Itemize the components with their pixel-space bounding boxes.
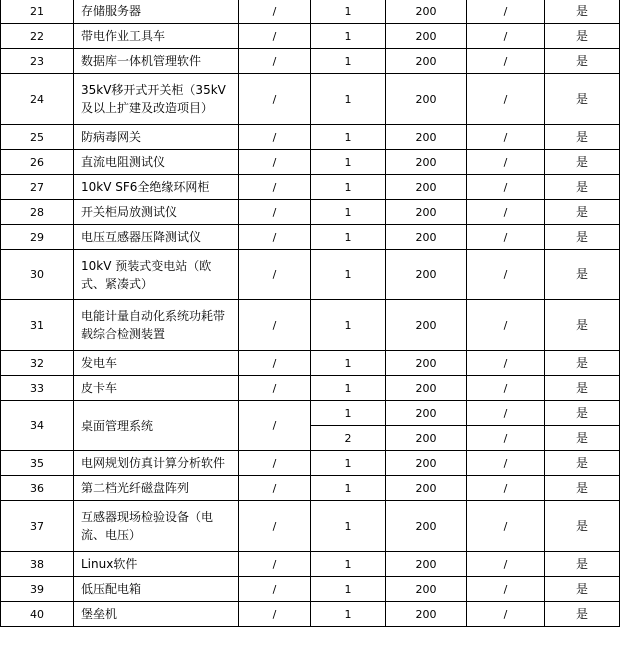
value: 200 — [386, 250, 467, 300]
quantity: 1 — [311, 451, 386, 476]
row-number: 31 — [1, 300, 74, 351]
yes-flag: 是 — [545, 200, 620, 225]
col-3-value: / — [239, 552, 311, 577]
item-name: 皮卡车 — [74, 376, 239, 401]
col-3-value: / — [239, 602, 311, 627]
item-name: 35kV移开式开关柜（35kV及以上扩建及改造项目） — [74, 74, 239, 125]
quantity: 1 — [311, 74, 386, 125]
col-3-value: / — [239, 501, 311, 552]
yes-flag: 是 — [545, 150, 620, 175]
item-name: 电网规划仿真计算分析软件 — [74, 451, 239, 476]
item-name: 低压配电箱 — [74, 577, 239, 602]
value: 200 — [386, 225, 467, 250]
table-row — [1, 200, 620, 225]
yes-flag: 是 — [545, 602, 620, 627]
quantity: 1 — [311, 150, 386, 175]
quantity: 1 — [311, 376, 386, 401]
item-name: 10kV 预装式变电站（欧式、紧凑式） — [74, 250, 239, 300]
quantity: 1 — [311, 476, 386, 501]
table-row — [1, 577, 620, 602]
yes-flag: 是 — [545, 351, 620, 376]
col-6-value: / — [467, 24, 545, 49]
table-row — [1, 74, 620, 125]
item-name: 堡垒机 — [74, 602, 239, 627]
quantity: 1 — [311, 0, 386, 24]
row-number: 36 — [1, 476, 74, 501]
yes-flag: 是 — [545, 300, 620, 351]
col-3-value: / — [239, 376, 311, 401]
quantity: 1 — [311, 401, 386, 426]
row-number: 22 — [1, 24, 74, 49]
quantity: 1 — [311, 501, 386, 552]
col-6-value: / — [467, 175, 545, 200]
col-6-value: / — [467, 476, 545, 501]
col-6-value: / — [467, 150, 545, 175]
value: 200 — [386, 175, 467, 200]
yes-flag: 是 — [545, 426, 620, 451]
col-6-value: / — [467, 351, 545, 376]
col-6-value: / — [467, 225, 545, 250]
col-6-value: / — [467, 577, 545, 602]
table-row — [1, 552, 620, 577]
value: 200 — [386, 74, 467, 125]
quantity: 1 — [311, 577, 386, 602]
quantity: 1 — [311, 200, 386, 225]
col-3-value: / — [239, 250, 311, 300]
value: 200 — [386, 602, 467, 627]
col-6-value: / — [467, 426, 545, 451]
value: 200 — [386, 552, 467, 577]
col-3-value: / — [239, 175, 311, 200]
col-3-value: / — [239, 577, 311, 602]
table-row — [1, 150, 620, 175]
row-number: 30 — [1, 250, 74, 300]
table-row — [1, 125, 620, 150]
yes-flag: 是 — [545, 451, 620, 476]
col-3-value: / — [239, 0, 311, 24]
value: 200 — [386, 300, 467, 351]
table-row — [1, 451, 620, 476]
col-6-value: / — [467, 200, 545, 225]
col-3-value: / — [239, 300, 311, 351]
col-6-value: / — [467, 49, 545, 74]
col-6-value: / — [467, 376, 545, 401]
value: 200 — [386, 401, 467, 426]
yes-flag: 是 — [545, 552, 620, 577]
col-3-value: / — [239, 401, 311, 451]
row-number: 24 — [1, 74, 74, 125]
col-3-value: / — [239, 49, 311, 74]
yes-flag: 是 — [545, 0, 620, 24]
value: 200 — [386, 426, 467, 451]
col-6-value: / — [467, 401, 545, 426]
quantity: 1 — [311, 602, 386, 627]
col-3-value: / — [239, 476, 311, 501]
value: 200 — [386, 577, 467, 602]
table-row — [1, 49, 620, 74]
table-row — [1, 0, 620, 24]
col-3-value: / — [239, 351, 311, 376]
row-number: 37 — [1, 501, 74, 552]
table-row — [1, 351, 620, 376]
value: 200 — [386, 49, 467, 74]
row-number: 25 — [1, 125, 74, 150]
col-6-value: / — [467, 602, 545, 627]
yes-flag: 是 — [545, 125, 620, 150]
yes-flag: 是 — [545, 501, 620, 552]
col-3-value: / — [239, 451, 311, 476]
yes-flag: 是 — [545, 49, 620, 74]
quantity: 1 — [311, 175, 386, 200]
value: 200 — [386, 0, 467, 24]
item-name: Linux软件 — [74, 552, 239, 577]
item-name: 防病毒网关 — [74, 125, 239, 150]
row-number: 38 — [1, 552, 74, 577]
table-row — [1, 250, 620, 300]
row-number: 39 — [1, 577, 74, 602]
table-row — [1, 300, 620, 351]
table-row — [1, 401, 620, 426]
item-name: 开关柜局放测试仪 — [74, 200, 239, 225]
col-6-value: / — [467, 552, 545, 577]
quantity: 1 — [311, 552, 386, 577]
col-3-value: / — [239, 24, 311, 49]
row-number: 29 — [1, 225, 74, 250]
row-number: 26 — [1, 150, 74, 175]
value: 200 — [386, 451, 467, 476]
quantity: 1 — [311, 300, 386, 351]
value: 200 — [386, 501, 467, 552]
table-row — [1, 501, 620, 552]
col-3-value: / — [239, 74, 311, 125]
item-name: 直流电阻测试仪 — [74, 150, 239, 175]
yes-flag: 是 — [545, 24, 620, 49]
table-row — [1, 175, 620, 200]
yes-flag: 是 — [545, 476, 620, 501]
yes-flag: 是 — [545, 401, 620, 426]
table-body — [1, 0, 620, 627]
row-number: 23 — [1, 49, 74, 74]
col-6-value: / — [467, 501, 545, 552]
row-number: 32 — [1, 351, 74, 376]
quantity: 2 — [311, 426, 386, 451]
value: 200 — [386, 150, 467, 175]
item-name: 发电车 — [74, 351, 239, 376]
row-number: 28 — [1, 200, 74, 225]
quantity: 1 — [311, 125, 386, 150]
col-6-value: / — [467, 451, 545, 476]
row-number: 27 — [1, 175, 74, 200]
row-number: 40 — [1, 602, 74, 627]
item-name: 电压互感器压降测试仪 — [74, 225, 239, 250]
quantity: 1 — [311, 49, 386, 74]
row-number: 35 — [1, 451, 74, 476]
yes-flag: 是 — [545, 225, 620, 250]
table-row — [1, 225, 620, 250]
item-name: 带电作业工具车 — [74, 24, 239, 49]
col-6-value: / — [467, 300, 545, 351]
quantity: 1 — [311, 250, 386, 300]
yes-flag: 是 — [545, 175, 620, 200]
value: 200 — [386, 200, 467, 225]
item-name: 互感器现场检验设备（电流、电压） — [74, 501, 239, 552]
item-name: 10kV SF6全绝缘环网柜 — [74, 175, 239, 200]
value: 200 — [386, 376, 467, 401]
item-name: 数据库一体机管理软件 — [74, 49, 239, 74]
row-number: 34 — [1, 401, 74, 451]
item-name: 桌面管理系统 — [74, 401, 239, 451]
table-row — [1, 476, 620, 501]
value: 200 — [386, 351, 467, 376]
col-3-value: / — [239, 150, 311, 175]
yes-flag: 是 — [545, 74, 620, 125]
row-number: 33 — [1, 376, 74, 401]
quantity: 1 — [311, 351, 386, 376]
item-name: 存储服务器 — [74, 0, 239, 24]
value: 200 — [386, 24, 467, 49]
col-3-value: / — [239, 225, 311, 250]
col-6-value: / — [467, 125, 545, 150]
col-6-value: / — [467, 74, 545, 125]
col-3-value: / — [239, 125, 311, 150]
row-number: 21 — [1, 0, 74, 24]
item-name: 电能计量自动化系统功耗带载综合检测装置 — [74, 300, 239, 351]
table-row — [1, 602, 620, 627]
col-6-value: / — [467, 0, 545, 24]
table-row — [1, 24, 620, 49]
yes-flag: 是 — [545, 376, 620, 401]
yes-flag: 是 — [545, 577, 620, 602]
item-name: 第二档光纤磁盘阵列 — [74, 476, 239, 501]
value: 200 — [386, 125, 467, 150]
value: 200 — [386, 476, 467, 501]
col-3-value: / — [239, 200, 311, 225]
col-6-value: / — [467, 250, 545, 300]
table-row — [1, 376, 620, 401]
quantity: 1 — [311, 225, 386, 250]
quantity: 1 — [311, 24, 386, 49]
yes-flag: 是 — [545, 250, 620, 300]
